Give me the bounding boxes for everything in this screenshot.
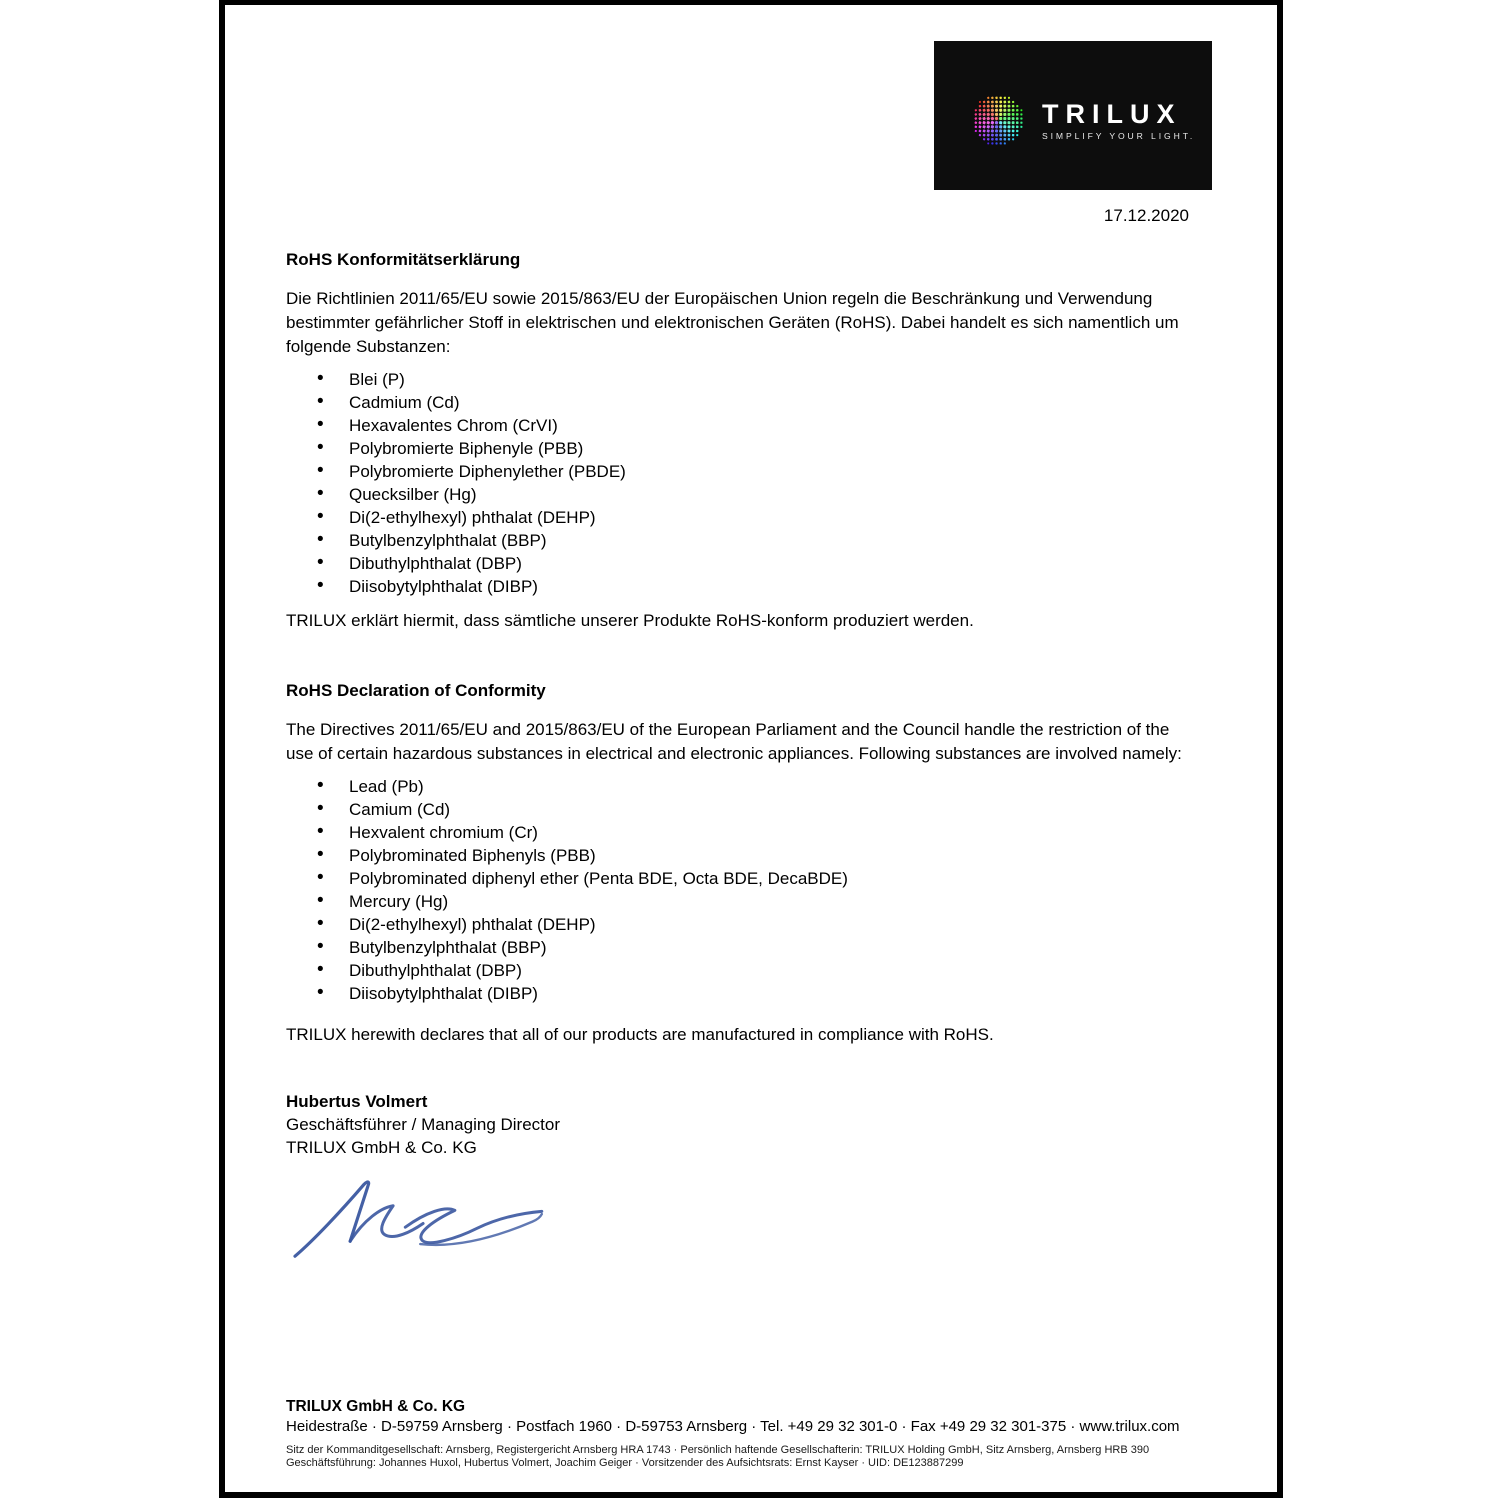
substance-item: • Di(2-ethylhexyl) phthalat (DEHP)	[286, 506, 1198, 529]
substance-item: • Mercury (Hg)	[286, 890, 1198, 913]
logo-text-block	[1042, 98, 1196, 141]
letter-footer	[286, 1397, 1236, 1469]
german-heading: RoHS Konformitätserklärung	[286, 250, 521, 269]
handwritten-signature	[288, 1173, 560, 1259]
substance-item: • Butylbenzylphthalat (BBP)	[286, 936, 1198, 959]
signatory-company: TRILUX GmbH & Co. KG	[286, 1138, 477, 1157]
substance-item: • Cadmium (Cd)	[286, 391, 1198, 414]
english-heading: RoHS Declaration of Conformity	[286, 681, 546, 700]
german-closing: TRILUX erklärt hiermit, dass sämtliche unserer Produkte RoHS-konform produziert werden.	[286, 611, 974, 630]
substance-item: • Polybromierte Diphenylether (PBDE)	[286, 460, 1198, 483]
substance-item: • Diisobytylphthalat (DIBP)	[286, 575, 1198, 598]
letter-body	[286, 248, 1198, 1259]
substance-item: • Blei (P)	[286, 368, 1198, 391]
footer-legal-block	[286, 1444, 1236, 1469]
english-closing: TRILUX herewith declares that all of our products are manufactured in compliance with RoHS.	[286, 1025, 994, 1044]
substance-item: • Diisobytylphthalat (DIBP)	[286, 982, 1198, 1005]
substance-item: • Camium (Cd)	[286, 798, 1198, 821]
signatory-name: Hubertus Volmert	[286, 1092, 428, 1111]
substance-item: • Dibuthylphthalat (DBP)	[286, 552, 1198, 575]
substance-item: • Dibuthylphthalat (DBP)	[286, 959, 1198, 982]
english-substance-list	[286, 775, 1198, 1005]
substance-item: • Polybrominated diphenyl ether (Penta BDE, Octa BDE, DecaBDE)	[286, 867, 1198, 890]
trilux-logo	[934, 41, 1212, 190]
brand-wordmark: TRILUX	[1042, 98, 1182, 129]
document-page	[219, 0, 1283, 1498]
substance-item: • Polybrominated Biphenyls (PBB)	[286, 844, 1198, 867]
footer-company: TRILUX GmbH & Co. KG	[286, 1398, 466, 1415]
german-intro: Die Richtlinien 2011/65/EU sowie 2015/863/EU der Europäischen Union regeln die Beschränkung und Verwendung bestimmter gefährlicher Stoff in elektrischen und elektronischen Geräten (RoHS). Dabei handelt es sich namentlich um folgende Substanzen:	[286, 289, 1179, 356]
rainbow-sphere-icon	[970, 92, 1026, 148]
substance-item: • Lead (Pb)	[286, 775, 1198, 798]
footer-legal-line2: Geschäftsführung: Johannes Huxol, Hubertus Volmert, Joachim Geiger · Vorsitzender des Aufsichtsrats: Ernst Kayser · UID: DE123887299	[286, 1456, 964, 1469]
substance-item: • Hexvalent chromium (Cr)	[286, 821, 1198, 844]
document-date: 17.12.2020	[1103, 206, 1189, 225]
footer-address: Heidestraße · D-59759 Arnsberg · Postfach 1960 · D-59753 Arnsberg · Tel. +49 29 32 301-0 · Fax +49 29 32 301-375 · www.trilux.com	[286, 1418, 1180, 1435]
substance-item: • Hexavalentes Chrom (CrVI)	[286, 414, 1198, 437]
substance-item: • Butylbenzylphthalat (BBP)	[286, 529, 1198, 552]
signatory-title: Geschäftsführer / Managing Director	[286, 1115, 561, 1134]
substance-item: • Di(2-ethylhexyl) phthalat (DEHP)	[286, 913, 1198, 936]
german-substance-list	[286, 368, 1198, 598]
substance-item: • Quecksilber (Hg)	[286, 483, 1198, 506]
english-intro: The Directives 2011/65/EU and 2015/863/EU of the European Parliament and the Council handle the restriction of the use of certain hazardous substances in electrical and electronic appliances. Following substances are involved namely:	[286, 720, 1182, 763]
substance-item: • Polybromierte Biphenyle (PBB)	[286, 437, 1198, 460]
brand-tagline: SIMPLIFY YOUR LIGHT.	[1042, 130, 1196, 141]
footer-legal-line1: Sitz der Kommanditgesellschaft: Arnsberg, Registergericht Arnsberg HRA 1743 · Persönlich haftende Gesellschafterin: TRILUX Holding GmbH, Sitz Arnsberg, Arnsberg HRB 390	[286, 1444, 1150, 1456]
